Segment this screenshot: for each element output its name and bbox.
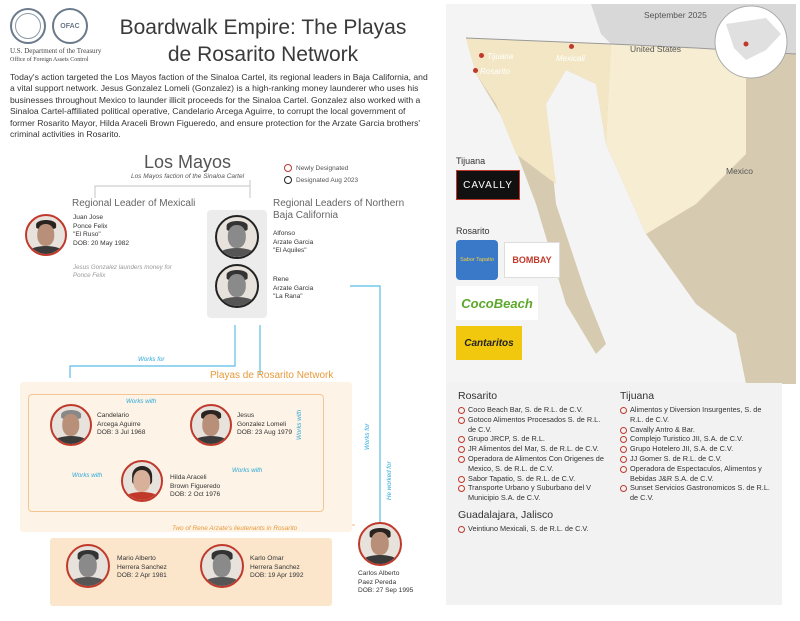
candelario-line2: Arcega Aguirre — [97, 420, 141, 428]
photo-face — [79, 554, 97, 577]
person-hilda-brown — [170, 474, 220, 500]
map-marker-tijuana — [479, 53, 484, 58]
map-city-rosarito: Rosarito — [480, 67, 510, 76]
jesus-line2: Gonzalez Lomeli — [237, 420, 287, 428]
juan-line3: "El Ruso" — [73, 231, 101, 239]
biz-guadalajara-title: Guadalajara, Jalisco — [458, 508, 554, 521]
hilda-line3: DOB: 2 Oct 1976 — [170, 491, 221, 499]
juan-line2: Ponce Felix — [73, 222, 108, 230]
map-label-mexico: Mexico — [726, 166, 753, 176]
photo-face — [371, 532, 389, 555]
title-line1: Boardwalk Empire: The Playas — [119, 16, 407, 39]
photo-alfonso-arzate — [215, 215, 259, 259]
rene-line2: Arzate Garcia — [273, 284, 314, 292]
legend-new-label: Newly Designated — [296, 164, 349, 172]
map-marker-mexicali — [569, 44, 574, 49]
person-mario-herrera — [117, 555, 167, 581]
biz-rosarito-2: Grupo JRCP, S. de R.L. — [458, 434, 608, 444]
treasury-line1: U.S. Department of the Treasury — [10, 47, 102, 55]
alfonso-line3: "El Aquiles" — [273, 247, 307, 255]
logo-cocobeach-text: CocoBeach — [461, 295, 533, 311]
photo-face — [228, 225, 246, 248]
karlo-line1: Karlo Omar — [250, 555, 284, 562]
photo-jesus-gonzalez — [190, 404, 232, 446]
northern-header — [273, 198, 404, 222]
mario-line3: DOB: 2 Apr 1981 — [117, 572, 167, 580]
hilda-line2: Brown Figueredo — [170, 482, 221, 490]
logo-sabor-text: Sabor Tapatio — [460, 257, 494, 263]
photo-candelario-arcega — [50, 404, 92, 446]
juan-note: Jesus Gonzalez launders money for Ponce Felix — [73, 264, 172, 279]
biz-guadalajara-0: Veintiuno Mexicali, S. de R.L. de C.V. — [458, 524, 608, 534]
title-line2: de Rosarito Network — [167, 43, 359, 66]
mario-line1: Mario Alberto — [117, 555, 156, 562]
photo-face — [213, 554, 231, 577]
biz-tijuana-1: Cavally Antro & Bar. — [620, 425, 770, 435]
playas-header: Playas de Rosarito Network — [210, 370, 334, 381]
logo-cocobeach — [456, 286, 538, 320]
biz-tijuana-title: Tijuana — [620, 390, 655, 402]
carlos-line1: Carlos Alberto — [358, 570, 400, 577]
biz-rosarito-title: Rosarito — [458, 390, 498, 402]
rene-line1: Rene — [273, 276, 289, 283]
map-city-tijuana: Tijuana — [487, 52, 514, 61]
photo-carlos-paez — [358, 522, 402, 566]
biz-rosarito-4: Operadora de Alimentos Con Origenes de Mexico, S. de R.L. de C.V. — [458, 454, 608, 474]
biz-tijuana-6: Sunset Servicios Gastronomicos S. de R.L. de C.V. — [620, 483, 770, 503]
biz-rosarito-0: Coco Beach Bar, S. de R.L. de C.V. — [458, 405, 608, 415]
link-works-with-right: Works with — [232, 467, 263, 474]
logo-cantaritos — [456, 326, 522, 360]
link-works-with-top: Works with — [126, 398, 157, 405]
business-col-left — [458, 390, 608, 534]
link-works-for-left: Works for — [138, 356, 165, 363]
juan-line4: DOB: 20 May 1982 — [73, 239, 130, 247]
person-rene-arzate — [273, 276, 313, 302]
biz-rosarito-6: Transporte Urbano y Suburbano del V Municipio S.A. de C.V. — [458, 483, 608, 503]
photo-face — [37, 224, 54, 246]
logo-cavally-text: CAVALLY — [463, 179, 513, 191]
los-mayos-subtitle: Los Mayos faction of the Sinaloa Cartel — [130, 173, 245, 180]
mario-line2: Herrera Sanchez — [117, 563, 167, 571]
photo-mario-herrera — [66, 544, 110, 588]
map-label-us: United States — [630, 44, 682, 54]
candelario-line1: Candelario — [97, 412, 129, 419]
logo-cavally — [456, 170, 520, 200]
person-karlo-herrera — [250, 555, 304, 581]
map-city-mexicali: Mexicali — [556, 54, 585, 63]
logo-sabor — [456, 240, 498, 280]
globe-marker — [744, 42, 749, 47]
business-col-right — [620, 390, 770, 503]
link-works-with-left: Works with — [72, 472, 103, 479]
person-juan-ponce — [73, 214, 129, 248]
carlos-line3: DOB: 27 Sep 1995 — [358, 587, 414, 595]
bodyguards-header: Two of Rene Arzate's lieutenants in Rosarito — [172, 525, 298, 532]
photo-juan-ponce — [25, 214, 67, 256]
biz-rosarito-5: Sabor Tapatio, S. de R.L. de C.V. — [458, 474, 608, 484]
logo-bombay — [504, 242, 560, 278]
map-panel — [446, 4, 796, 384]
map-date: September 2025 — [644, 10, 707, 20]
link-works-with-vertical: Works with — [296, 409, 303, 440]
person-jesus-gonzalez — [237, 412, 292, 438]
jesus-line1: Jesus — [237, 412, 255, 419]
legend-prev-label: Designated Aug 2023 — [296, 176, 359, 184]
photo-face — [228, 274, 246, 297]
biz-tijuana-2: Complejo Turistico JII, S.A. de C.V. — [620, 434, 770, 444]
link-works-for-right: Works for — [364, 423, 371, 450]
logo-section-tijuana: Tijuana — [456, 156, 486, 166]
biz-tijuana-5: Operadora de Espectaculos, Alimentos y Bebidas J&R S.A. de C.V. — [620, 464, 770, 484]
mexicali-header: Regional Leader of Mexicali — [72, 198, 196, 209]
photo-hilda-brown — [121, 460, 163, 502]
biz-tijuana-4: JJ Gomer S. de R.L. de C.V. — [620, 454, 770, 464]
photo-rene-arzate — [215, 264, 259, 308]
intro-paragraph: Today's action targeted the Los Mayos faction of the Sinaloa Cartel, its regional leaders in Baja California, and a vital support network. Jesus Gonzalez Lomeli (Gonzalez) is a high-ranking money launderer who uses his businesses throughout Mexico to launder illicit proceeds for the Sinaloa Cartel. Gonzalez also worked with a Sinaloa Cartel-affiliated political operative, Candelario Arcega Aguirre, to corrupt the local government of former Rosarito Mayor, Hilda Araceli Brown Figueredo, and ensure protection for the Arzate Garcia brothers' criminal activities in Rosarito. — [10, 72, 428, 140]
person-carlos-paez — [358, 570, 413, 596]
carlos-line2: Paez Pereda — [358, 578, 397, 586]
person-candelario-arcega — [97, 412, 145, 438]
photo-karlo-herrera — [200, 544, 244, 588]
photo-face — [202, 414, 219, 436]
ofac-seal-label: OFAC — [60, 22, 80, 30]
northern-header-line2: Baja California — [273, 210, 339, 221]
candelario-line3: DOB: 3 Jul 1968 — [97, 429, 146, 437]
person-alfonso-arzate — [273, 230, 313, 256]
northern-header-line1: Regional Leaders of Northern — [273, 198, 405, 209]
karlo-line3: DOB: 19 Apr 1992 — [250, 572, 304, 580]
treasury-line2: Office of Foreign Assets Control — [10, 57, 89, 63]
los-mayos-title: Los Mayos — [143, 152, 232, 172]
alfonso-line1: Alfonso — [273, 230, 295, 237]
hilda-line1: Hilda Araceli — [170, 474, 207, 481]
biz-rosarito-3: JR Alimentos del Mar, S. de R.L. de C.V. — [458, 444, 608, 454]
photo-face — [133, 470, 150, 492]
map-marker-rosarito — [473, 68, 478, 73]
karlo-line2: Herrera Sanchez — [250, 563, 300, 571]
photo-face — [62, 414, 79, 436]
biz-rosarito-1: Gotoco Alimentos Procesados S. de R.L. de C.V. — [458, 415, 608, 435]
jesus-line3: DOB: 23 Aug 1979 — [237, 429, 292, 437]
biz-tijuana-3: Grupo Hotelero JII, S.A. de C.V. — [620, 444, 770, 454]
rene-line3: "La Rana" — [273, 293, 303, 301]
logo-cantaritos-text: Cantaritos — [464, 337, 514, 349]
alfonso-line2: Arzate Garcia — [273, 238, 314, 246]
biz-tijuana-0: Alimentos y Diversion Insurgentes, S. de R.L. de C.V. — [620, 405, 770, 425]
juan-line1: Juan Jose — [73, 214, 104, 221]
link-worked-for: He worked for — [386, 461, 393, 500]
logo-section-rosarito: Rosarito — [456, 226, 490, 236]
logo-bombay-text: BOMBAY — [512, 255, 552, 265]
